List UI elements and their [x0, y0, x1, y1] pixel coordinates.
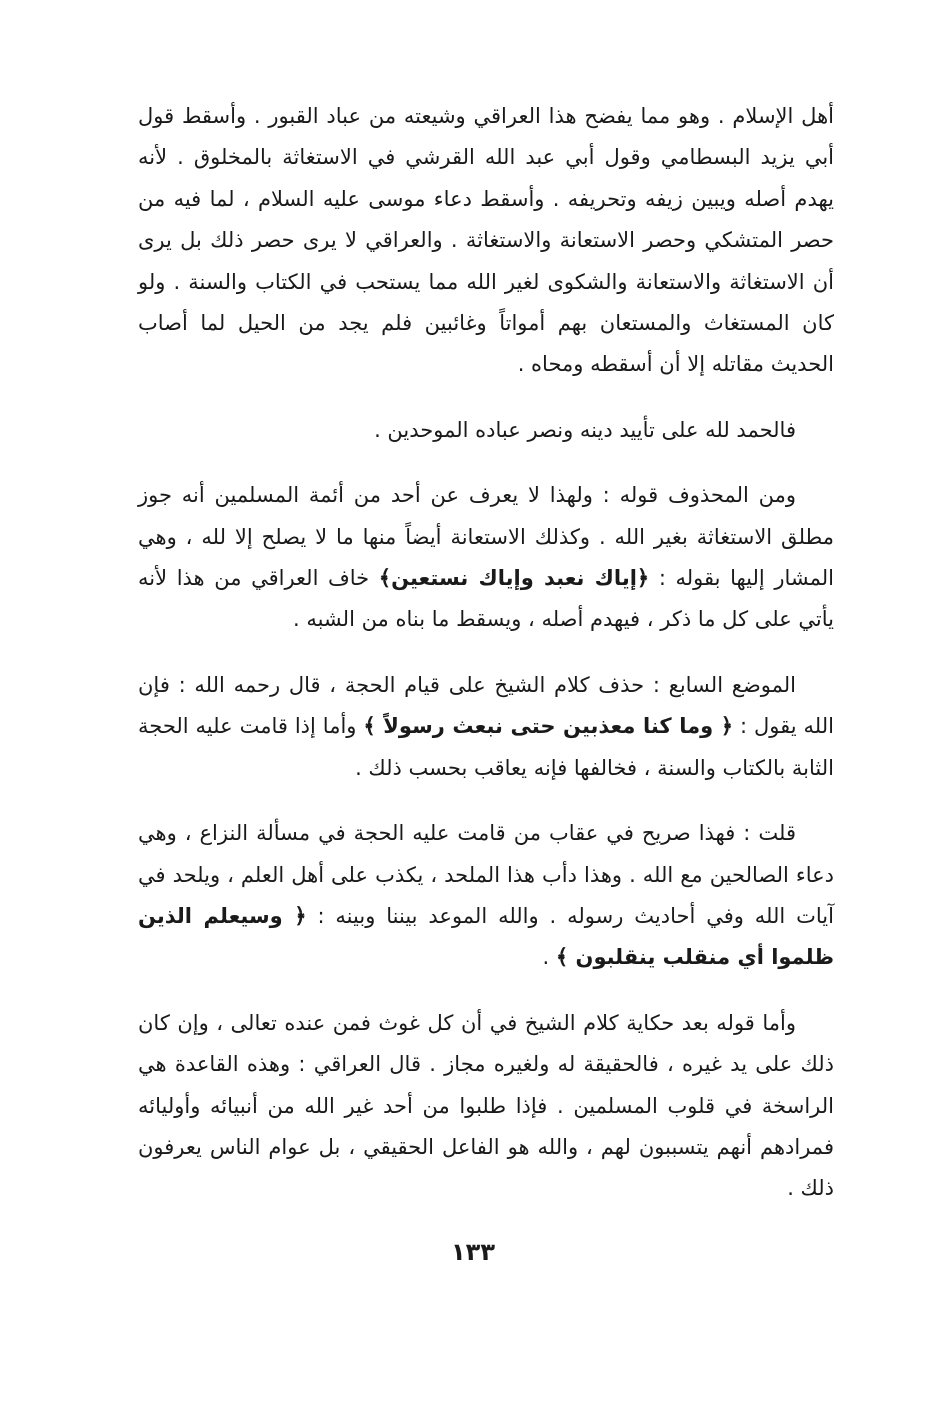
paragraph-1: [138, 96, 834, 386]
paragraph-3-text-b: خاف العراقي من هذا لأنه يأتي على كل ما ذكر ، فيهدم أصله ، ويسقط ما بناه من الشبه .: [138, 566, 834, 632]
paragraph-4-text-a: الموضع السابع : حذف كلام الشيخ على قيام الحجة ، قال رحمه الله : فإن الله يقول :: [138, 672, 834, 739]
quran-verse-3: ﴿ وسيعلم الذين ظلموا أي منقلب ينقلبون ﴾: [138, 903, 834, 970]
paragraph-3-text-a: ومن المحذوف قوله : ولهذا لا يعرف عن أحد من أئمة المسلمين أنه جوز مطلق الاستغاثة بغير الله . وكذلك الاستعانة أيضاً منها ما لا يصلح إلا لله ، وهي المشار إليها بقوله :: [138, 483, 835, 591]
paragraph-5: [138, 813, 834, 979]
quran-verse-2: ﴿ وما كنا معذبين حتى نبعث رسولاً ﴾: [363, 714, 734, 739]
paragraph-6-text: وأما قوله بعد حكاية كلام الشيخ في أن كل غوث فمن عنده تعالى ، وإن كان ذلك على يد غيره ، فالحقيقة له ولغيره مجاز . قال العراقي : وهذه القاعدة هي الراسخة في قلوب المسلمين . فإذا طلبوا من أحد غير الله من أنبيائه وأوليائه فمرادهم أنهم يتسببون لهم ، والله هو الفاعل الحقيقي ، بل عوام الناس يعرفون ذلك .: [138, 1010, 834, 1201]
body-text: [138, 96, 834, 1210]
paragraph-2-text: فالحمد لله على تأييد دينه ونصر عباده الموحدين .: [374, 417, 796, 442]
paragraph-2: [138, 410, 834, 451]
page-number: ١٣٣: [451, 1238, 495, 1266]
paragraph-5-text-b: .: [542, 945, 556, 970]
paragraph-3: [138, 475, 834, 641]
paragraph-1-text: أهل الإسلام . وهو مما يفضح هذا العراقي وشيعته من عباد القبور . وأسقط قول أبي يزيد البسطامي وقول أبي عبد الله القرشي في الاستغاثة بالمخلوق . لأنه يهدم أصله ويبين زيفه وتحريفه . وأسقط دعاء موسى عليه السلام ، لما فيه من حصر المتشكي وحصر الاستعانة والاستغاثة . والعراقي لا يرى حصر ذلك بل يرى أن الاستغاثة والاستعانة والشكوى لغير الله مما يستحب في الكتاب والسنة . ولو كان المستغاث والمستعان بهم أمواتاً وغائبين فلم يجد من الحيل لما أصاب الحديث مقاتله إلا أن أسقطه ومحاه .: [138, 104, 834, 377]
quran-verse-1: ﴿إياك نعبد وإياك نستعين﴾: [378, 566, 650, 591]
paragraph-4: [138, 665, 834, 789]
paragraph-5-text-a: قلت : فهذا صريح في عقاب من قامت عليه الحجة في مسألة النزاع ، وهي دعاء الصالحين مع الله . وهذا دأب هذا الملحد ، يكذب على أهل العلم ، ويلحد في آيات الله وفي أحاديث رسوله . والله الموعد بيننا وبينه :: [138, 821, 834, 928]
paragraph-6: [138, 1003, 834, 1210]
paragraph-4-text-b: وأما إذا قامت عليه الحجة الثابة بالكتاب والسنة ، فخالفها فإنه يعاقب بحسب ذلك .: [138, 714, 834, 780]
